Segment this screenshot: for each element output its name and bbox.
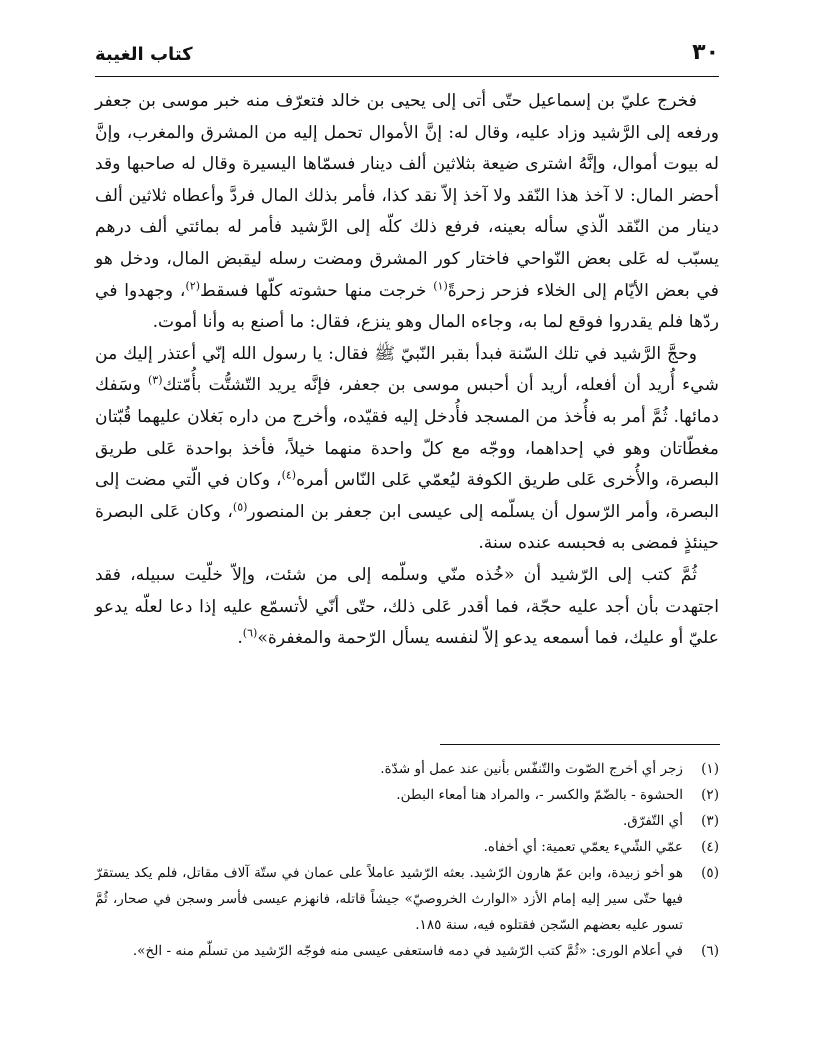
paragraph-3	[95, 560, 719, 655]
paragraph-3-text-b: .	[237, 628, 243, 649]
footnote-number: (١)	[701, 761, 719, 777]
paragraph-2-text-a: وحجَّ الرَّشيد في تلك السّنة فبدأ بقبر النّبيّ ﷺ فقال: يا رسول الله إنّي أعتذر إليك من شيء أُريد أن أفعله، أريد أن أحبس موسى بن جعفر، فإنَّه يريد التّشتُّت بأُمّتك	[95, 343, 719, 396]
footnote-item	[95, 938, 719, 964]
footnote-number: (٦)	[701, 943, 719, 959]
paragraph-3-text-a: ثُمَّ كتب إلى الرّشيد أن «خُذه منّي وسلّمه إلى من شئت، وإلاّ خلّيت سبيله، فقد اجتهدت بأن أجد عليه حجّة، فما أقدر عَلى ذلك، حتّى أنّي لأتسمّع عليه إذا دعا لعلّه يدعو عليّ أو عليك، فما أسمعه يدعو إلاّ لنفسه يسأل الرّحمة والمغفرة»	[95, 564, 719, 649]
footnote-item	[95, 860, 719, 938]
footnote-text: الحشوة - بالضّمّ والكسر -، والمراد هنا أمعاء البطن.	[396, 787, 683, 803]
footnote-number: (٢)	[701, 787, 719, 803]
footnote-ref-1: (١)	[433, 278, 448, 292]
footnote-text: عمّي الشّيء يعمّي تعمية: أي أخفاه.	[483, 839, 683, 855]
paragraph-2-text-d: ، وكان عَلى البصرة حينئذٍ فمضى به فحبسه عنده سنة.	[95, 501, 719, 554]
footnote-separator	[440, 744, 720, 745]
paragraph-2-text-c: ، وكان في الّتي مضت إلى البصرة، وأمر الرّسول أن يسلّمه إلى عيسى ابن جعفر بن المنصور	[95, 470, 719, 522]
footnote-number: (٤)	[701, 839, 719, 855]
footnote-ref-5: (٥)	[232, 499, 248, 513]
footnote-ref-6: (٦)	[242, 626, 258, 640]
footnote-text: زجر أي أخرج الصّوت والتّنفّس بأنين عند عمل أو شدّة.	[380, 761, 683, 777]
footnote-text: في أعلام الورى: «ثُمَّ كتب الرّشيد في دمه فاستعفى عيسى منه فوجّه الرّشيد من تسلّم منه - الخ».	[132, 943, 683, 959]
footnotes	[95, 756, 719, 964]
footnote-item	[95, 808, 719, 834]
page-number: ٣٠	[692, 40, 719, 65]
book-title: كتاب الغيبة	[95, 44, 193, 65]
paragraph-2-text-b: وسَفك دمائها. ثُمَّ أمر به فأُخذ من المسجد فأُدخل إليه فقيّده، وأخرج من داره بَغلان عليهما قُبّتان مغطّاتان وهو في إحداهما، ووجّه مع كلّ واحدة منهما خيلاً، فأخذ بواحدة عَلى طريق البصرة، والأُخرى عَلى طريق الكوفة ليُعمّي عَلى النّاس أمره	[95, 375, 719, 491]
footnote-ref-3: (٣)	[148, 373, 163, 387]
footnote-ref-4: (٤)	[281, 468, 297, 482]
paragraph-1-text-c: ، وجهدوا في ردّها فلم يقدروا فوقع لما به، وجاءه المال وهو ينزع، فقال: ما أصنع به وأنا أموت.	[95, 280, 719, 333]
paragraph-1	[95, 86, 719, 339]
footnote-item	[95, 756, 719, 782]
page-header	[95, 40, 719, 77]
footnote-number: (٥)	[701, 865, 719, 881]
paragraph-1-text-a: فخرج عليّ بن إسماعيل حتّى أتى إلى يحيى بن خالد فتعرّف منه خبر موسى بن جعفر ورفعه إلى الرَّشيد وزاد عليه، وقال له: إنَّ الأموال تحمل إليه من المشرق والمغرب، وإنَّ له بيوت أموال، وإنَّهُ اشترى ضيعة بثلاثين ألف دينار فسمّاها اليسيرة وقال له صاحبها وقد أحضر المال: لا آخذ هذا النّقد ولا آخذ إلاّ نقد كذا، فأمر بذلك المال فردَّ وأعطاه ثلاثين ألف دينار من النّقد الّذي سأله بعينه، فرفع ذلك كلّه إلى الرَّشيد فأمر له بمائتي ألف درهم يسبّب له عَلى بعض النّواحي فاختار كور المشرق ومضت رسله ليقبض المال، ودخل هو في بعض الأيّام إلى الخلاء فزحر زحرةً	[95, 91, 719, 301]
paragraph-2	[95, 339, 719, 560]
paragraph-1-text-b: خرجت منها حشوته كلّها فسقط	[200, 280, 434, 301]
footnote-text: هو أخو زبيدة، وابن عمّ هارون الرّشيد. بعثه الرّشيد عاملاً على عمان في ستّة آلاف مقاتل، فلم يكد يستقرّ فيها حتّى سير إليه إمام الأزد «الوارث الخروصيّ» جيشاً قاتله، فانهزم عيسى فأسر وسجن في صحار، ثُمَّ تسور عليه بعضهم السّجن فقتلوه فيه، سنة ١٨٥.	[95, 865, 683, 933]
footnote-number: (٣)	[701, 813, 719, 829]
main-text	[95, 86, 719, 655]
footnote-text: أي التّفرّق.	[622, 813, 683, 829]
footnote-ref-2: (٢)	[185, 278, 200, 292]
footnote-item	[95, 834, 719, 860]
footnote-item	[95, 782, 719, 808]
